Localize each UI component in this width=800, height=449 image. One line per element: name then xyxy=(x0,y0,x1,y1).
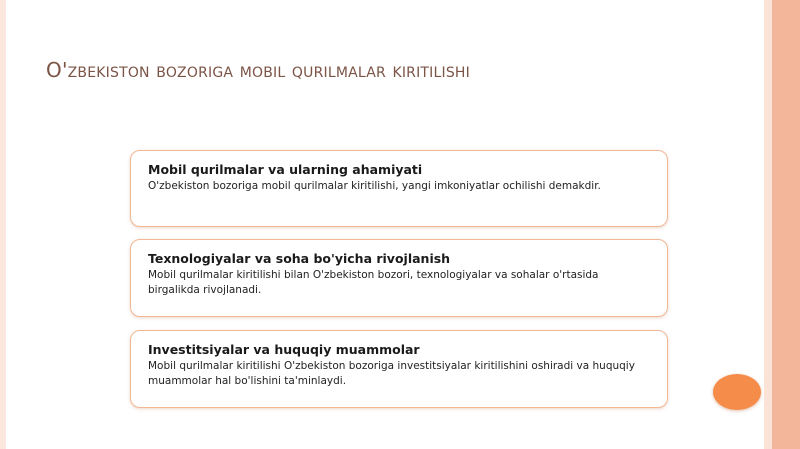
info-card-investments xyxy=(130,330,668,408)
card-heading: Texnologiyalar va soha bo'yicha rivojlanish xyxy=(148,251,451,266)
card-text: O'zbekiston bozoriga mobil qurilmalar kiritilishi, yangi imkoniyatlar ochilishi demakdir. xyxy=(148,180,601,192)
card-text: Mobil qurilmalar kiritilishi O'zbekiston bozoriga investitsiyalar kiritilishini oshiradi va huquqiy muammolar hal bo'lishini ta'minlaydi. xyxy=(148,360,635,387)
right-band-decoration xyxy=(772,0,800,449)
info-card-technology xyxy=(130,239,668,317)
orange-circle-decoration xyxy=(713,374,761,410)
info-card-mobile-devices xyxy=(130,150,668,227)
right-band-light-decoration xyxy=(764,0,772,449)
left-edge-decoration xyxy=(0,0,6,449)
card-heading: Mobil qurilmalar va ularning ahamiyati xyxy=(148,162,423,177)
slide-title: O'zbekiston bozoriga mobil qurilmalar kiritilishi xyxy=(46,58,470,82)
card-heading: Investitsiyalar va huquqiy muammolar xyxy=(148,342,420,357)
card-text: Mobil qurilmalar kiritilishi bilan O'zbekiston bozori, texnologiyalar va sohalar o'rtasida birgalikda rivojlanadi. xyxy=(148,269,599,296)
